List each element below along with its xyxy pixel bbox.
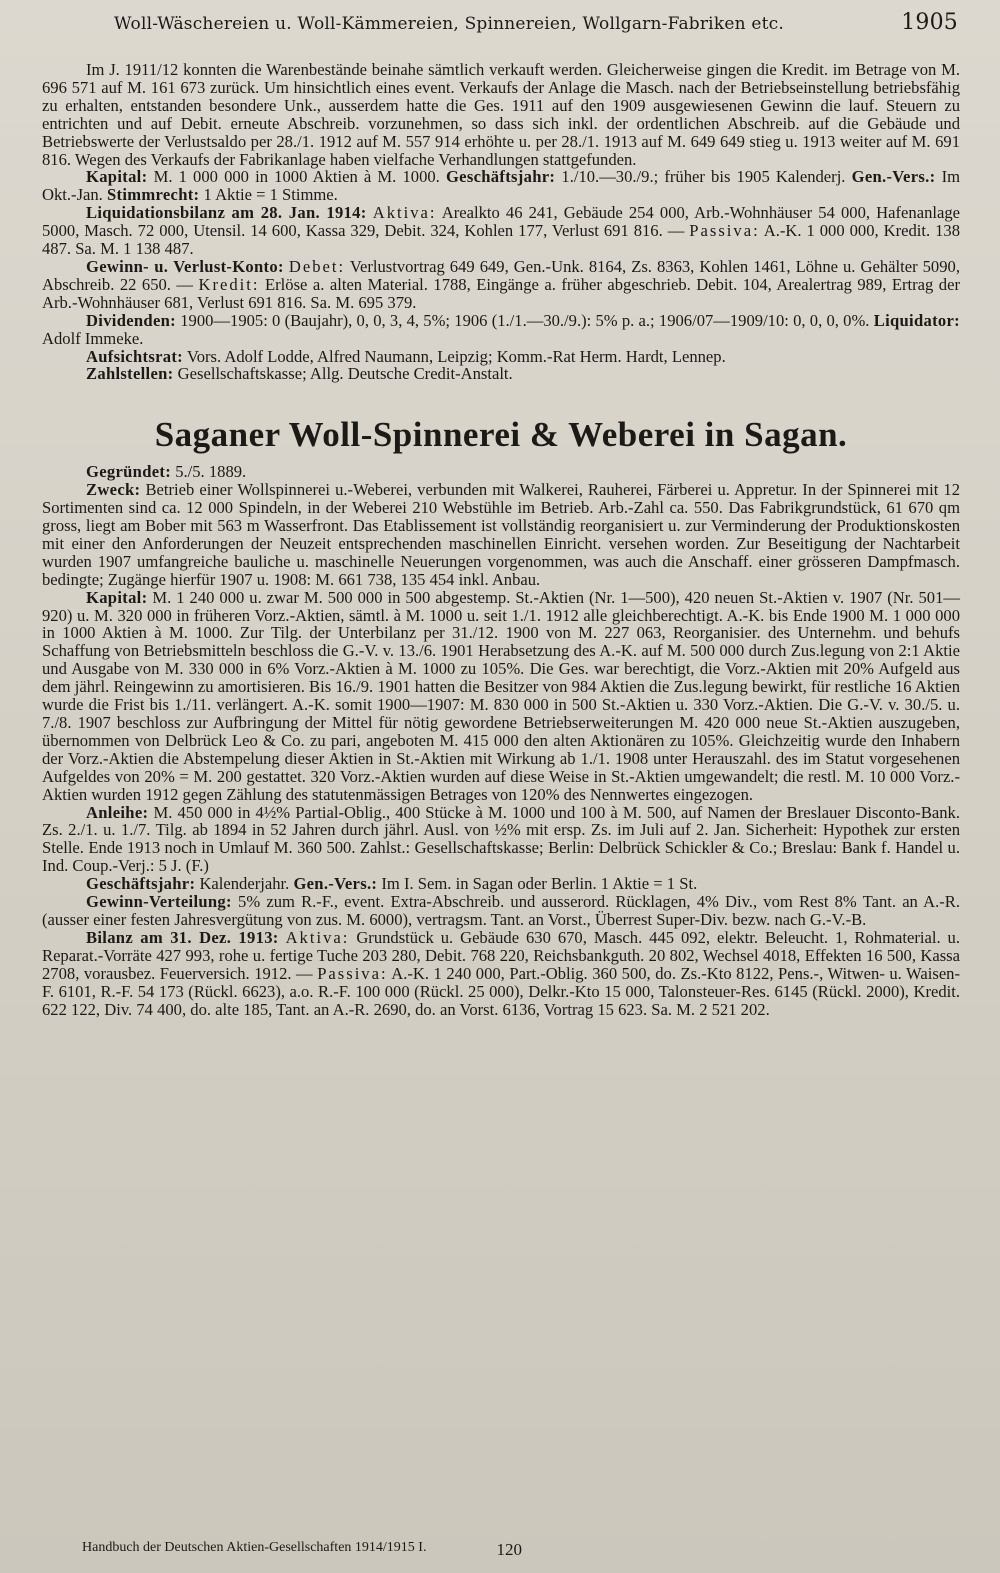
- aufsichtsrat-paragraph: Aufsichtsrat: Vors. Adolf Lodde, Alfred Naumann, Leipzig; Komm.-Rat Herm. Hardt, Lennep.: [86, 346, 726, 366]
- kapital-label-2: Kapital:: [86, 587, 148, 607]
- zweck-label: Zweck:: [86, 480, 141, 500]
- guv-label: Gewinn- u. Verlust-Konto:: [86, 256, 284, 276]
- geschaeftsjahr-paragraph-2: Geschäftsjahr: Kalenderjahr. Gen.-Vers.: Im I. Sem. in Sagan oder Berlin. 1 Aktie = 1 St.: [86, 874, 698, 894]
- footer-signature: 120: [496, 1540, 522, 1559]
- page-number: 1905: [901, 10, 958, 35]
- aufsichtsrat-label: Aufsichtsrat:: [86, 346, 183, 366]
- dividenden-paragraph: Dividenden: 1900—1905: 0 (Baujahr), 0, 0, 3, 4, 5%; 1906 (1./1.—30./9.): 5% p. a.; 1906/07—1909/10: 0, 0, 0, 0%. Liquidator: Adolf Immeke.: [42, 310, 960, 348]
- kapital-label: Kapital:: [86, 167, 148, 187]
- gegruendet-label: Gegründet:: [86, 462, 172, 482]
- anleihe-label: Anleihe:: [86, 802, 149, 822]
- second-company-entry: [42, 463, 960, 1018]
- dividenden-label: Dividenden:: [86, 310, 176, 330]
- genvers-label: Gen.-Vers.:: [851, 167, 936, 187]
- gewinnverteilung-label: Gewinn-Verteilung:: [86, 892, 232, 912]
- running-header: [114, 10, 960, 35]
- kapital-paragraph: Kapital: M. 1 000 000 in 1000 Aktien à M. 1000. Geschäftsjahr: 1./10.—30./9.; früher bis 1905 Kalenderj. Gen.-Vers.: Im Okt.-Jan. Stimmrecht: 1 Aktie = 1 Stimme.: [42, 167, 960, 205]
- liquidator-label: Liquidator:: [873, 310, 960, 330]
- geschaeftsjahr-label-2: Geschäftsjahr:: [86, 874, 196, 894]
- geschaeftsjahr-label: Geschäftsjahr:: [445, 167, 556, 187]
- bilanz-paragraph: Bilanz am 31. Dez. 1913: Aktiva: Grundstück u. Gebäude 630 670, Masch. 445 092, elektr. Beleucht. 1, Rohmaterial. u. Reparat.-Vorräte 427 993, rohe u. fertige Tuche 203 280, Debit. 768 220, Reichsbankguth. 20 802, Wechsel 4018, Effekten 16 500, Kassa 2708, vorausbez. Feuerversich. 1912. — Passiva: A.-K. 1 240 000, Part.-Oblig. 360 500, do. Zs.-Kto 8122, Pens.-, Witwen- u. Waisen-F. 6101, R.-F. 54 173 (Rückl. 6623), a.o. R.-F. 100 000 (Rückl. 25 000), Delkr.-Kto 15 000, Talonsteuer-Res. 6145 (Rückl. 2000), Kredit. 622 122, Div. 74 400, do. alte 185, Tant. an A.-R. 2690, do. an Vorst. 6136, Vortrag 15 623. Sa. M. 2 521 202.: [42, 927, 961, 1019]
- company-title: Saganer Woll-Spinnerei & Weberei in Sagan.: [154, 415, 848, 455]
- first-company-entry: [42, 61, 960, 383]
- footer-book-title: Handbuch der Deutschen Aktien-Gesellschaften 1914/1915 I.: [82, 1540, 427, 1555]
- zahlstellen-label: Zahlstellen:: [86, 364, 174, 384]
- liquidationsbilanz-label: Liquidationsbilanz am 28. Jan. 1914:: [86, 203, 367, 223]
- anleihe-paragraph: Anleihe: M. 450 000 in 4½% Partial-Oblig., 400 Stücke à M. 1000 und 100 à M. 500, auf Namen der Breslauer Disconto-Bank. Zs. 2./1. u. 1./7. Tilg. ab 1894 in 52 Jahren durch jährl. Ausl. von ½% mit ersp. Zs. im Juli auf 2. Jan. Sicherheit: Hypothek zur ersten Stelle. Ende 1913 noch in Umlauf M. 360 500. Zahlst.: Gesellschaftskasse; Berlin: Delbrück Schickler & Co.; Breslau: Bank f. Handel u. Ind. Coup.-Verj.: 5 J. (F.): [42, 802, 960, 876]
- running-title: Woll-Wäschereien u. Woll-Kämmereien, Spinnereien, Wollgarn-Fabriken etc.: [114, 14, 784, 34]
- intro-paragraph: Im J. 1911/12 konnten die Warenbestände beinahe sämtlich verkauft werden. Gleicherweise gingen die Kredit. im Betrage von M. 696 571 auf M. 161 673 zurück. Um hinsichtlich eines event. Verkaufs der Anlage die Masch. nach der Betriebseinstellung betriebsfähig zu erhalten, entstanden besondere Unk., ausserdem hatte die Ges. 1911 auf den 1909 ausgewiesenen Gewinn die lauf. Steuern zu entrichten und auf Debit. erneute Abschreib. vorzunehmen, so dass sich inkl. der ordentlichen Abschreib. auf die Gebäude und Betriebswerte der Verlustsaldo per 28./1. 1912 auf M. 557 914 erhöhte u. per 28./1. 1913 auf M. 649 649 stieg u. 1913 weiter auf M. 691 816. Wegen des Verkaufs der Fabrikanlage haben vielfache Verhandlungen stattgefunden.: [42, 60, 960, 169]
- genvers-label-2: Gen.-Vers.:: [293, 874, 378, 894]
- page-footer: [82, 1540, 940, 1560]
- kapital-paragraph-2: Kapital: M. 1 240 000 u. zwar M. 500 000 in 500 abgestemp. St.-Aktien (Nr. 1—500), 420 neuen St.-Aktien v. 1907 (Nr. 501—920) u. M. 320 000 in früheren Vorz.-Aktien, sämtl. à M. 1000 u. seit 1./1. 1912 alle gleichberechtigt. A.-K. bis Ende 1900 M. 1 000 000 in 1000 Aktien à M. 1000. Zur Tilg. der Unterbilanz per 31./12. 1900 von M. 227 063, Reorganisier. des Unternehm. und behufs Schaffung von Betriebsmitteln beschloss die G.-V. v. 13./6. 1901 Herabsetzung des A.-K. auf M. 500 000 durch Zus.legung von 2:1 Aktie und Ausgabe von M. 330 000 in 6% Vorz.-Aktien à M. 1000 zu 105%. Die Ges. war berechtigt, die Vorz.-Aktien mit 20% Aufgeld aus dem jährl. Reingewinn zu amortisieren. Bis 16./9. 1901 hatten die Besitzer von 984 Aktien die Zus.legung bewirkt, für restliche 16 Aktien wurde die Frist bis 1./11. verlängert. A.-K. somit 1900—1907: M. 830 000 in 500 St.-Aktien u. 330 Vorz.-Aktien. Die G.-V. v. 30./5. u. 7./8. 1907 beschloss zur Aufbringung der Mittel für nötig gewordene Betriebserweiterungen M. 420 000 neue St.-Aktien auszugeben, übernommen von Delbrück Leo & Co. zu pari, angeboten M. 415 000 den alten Aktionären zu 105%. Gleichzeitig wurde den Inhabern der Vorz.-Aktien die Abstempelung dieser Aktien in St.-Aktien mit Wirkung ab 1./1. 1908 unter Herauszahl. des im Statut vorgesehenen Aufgeldes von 20% = M. 200 gestattet. 320 Vorz.-Aktien wurden auf diese Weise in St.-Aktien umgewandelt; die restl. M. 10 000 Vorz.-Aktien wurden 1912 gegen Zählung des statutenmässigen Betrages von 120% des Nennwertes eingezogen.: [42, 587, 960, 804]
- gegruendet-paragraph: Gegründet: 5./5. 1889.: [86, 462, 247, 482]
- guv-paragraph: Gewinn- u. Verlust-Konto: Debet: Verlustvortrag 649 649, Gen.-Unk. 8164, Zs. 8363, Kohlen 1461, Löhne u. Gehälter 5090, Abschreib. 22 650. — Kredit: Erlöse a. alten Material. 1788, Eingänge a. früher abgeschrieb. Debit. 104, Arealertrag 989, Ertrag der Arb.-Wohnhäuser 681, Verlust 691 816. Sa. M. 695 379.: [42, 256, 960, 312]
- bilanz-label: Bilanz am 31. Dez. 1913:: [86, 927, 279, 947]
- zweck-paragraph: Zweck: Betrieb einer Wollspinnerei u.-Weberei, verbunden mit Walkerei, Rauherei, Färberei u. Appretur. In der Spinnerei mit 12 Sortimenten sind ca. 12 000 Spindeln, in der Weberei 210 Webstühle im Betrieb. Arb.-Zahl ca. 550. Das Fabrikgrundstück, 61 670 qm gross, liegt am Bober mit 563 m Wasserfront. Das Etablissement ist vollständig reorganisiert u. zur Verminderung der Produktionskosten mit einer den Anforderungen der Neuzeit entsprechenden maschinellen Einricht. versehen worden. Zur Beseitigung der Nachtarbeit wurden 1907 umfangreiche bauliche u. maschinelle Neuerungen vorgenommen, was auch die Anschaff. einer grösseren Dampfmasch. bedingte; Zugänge hierfür 1907 u. 1908: M. 661 738, 135 454 inkl. Anbau.: [42, 480, 960, 589]
- zahlstellen-paragraph: Zahlstellen: Gesellschaftskasse; Allg. Deutsche Credit-Anstalt.: [86, 364, 513, 384]
- gewinnverteilung-paragraph: Gewinn-Verteilung: 5% zum R.-F., event. Extra-Abschreib. und ausserord. Rücklagen, 4% Div., vom Rest 8% Tant. an A.-R. (ausser einer festen Jahresvergütung von zus. M. 6000), vertragsm. Tant. an Vorst., Überrest Super-Div. bezw. nach G.-V.-B.: [42, 892, 960, 929]
- stimmrecht-label: Stimmrecht:: [107, 185, 200, 205]
- liquidationsbilanz-paragraph: Liquidationsbilanz am 28. Jan. 1914: Aktiva: Arealkto 46 241, Gebäude 254 000, Arb.-Wohnhäuser 54 000, Hafenanlage 5000, Masch. 72 000, Utensil. 14 600, Kassa 329, Debit. 324, Kohlen 177, Verlust 691 816. — Passiva: A.-K. 1 000 000, Kredit. 138 487. Sa. M. 1 138 487.: [42, 203, 960, 259]
